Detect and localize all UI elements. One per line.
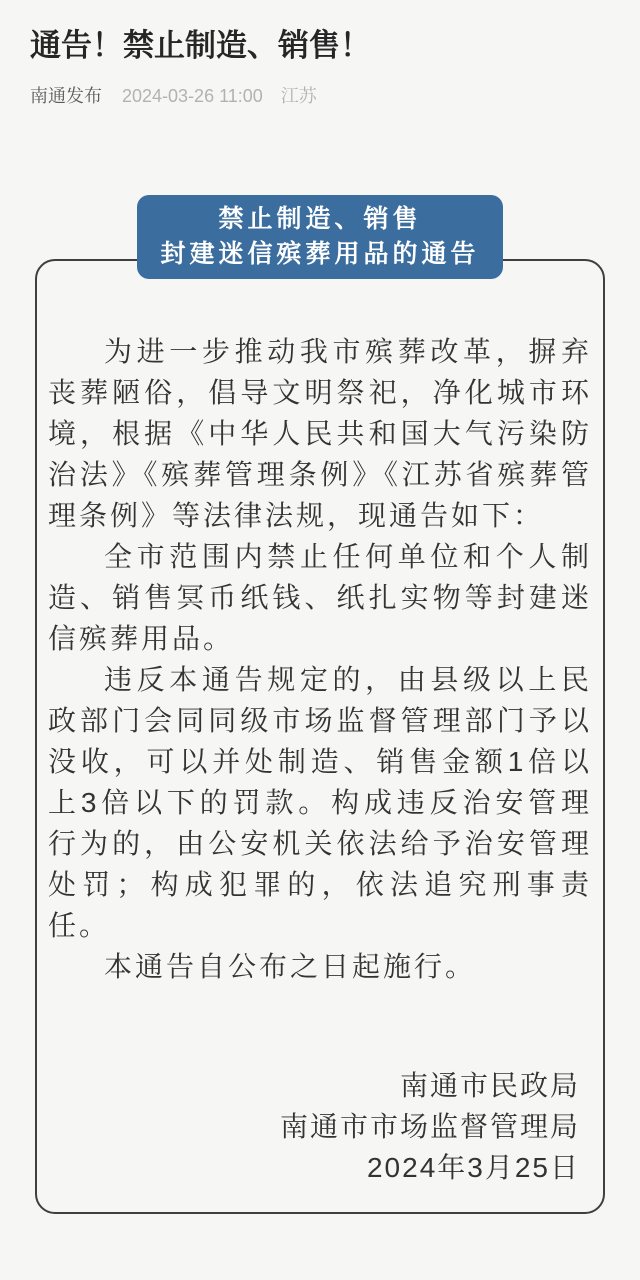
notice-title-banner xyxy=(137,195,503,279)
signature-block xyxy=(48,1065,592,1188)
notice-paragraph: 违反本通告规定的，由县级以上民政部门会同同级市场监督管理部门予以没收，可以并处制造、销售金额1倍以上3倍以下的罚款。构成违反治安管理行为的，由公安机关依法给予治安管理处罚；构成犯罪的，依法追究刑事责任。 xyxy=(48,664,592,941)
notice-body-box xyxy=(35,259,605,1214)
notice-paragraph: 本通告自公布之日起施行。 xyxy=(104,951,477,982)
byline xyxy=(30,84,610,109)
signature-issuer-1: 南通市民政局 xyxy=(399,1070,580,1101)
banner-line-1: 禁止制造、销售 xyxy=(218,205,422,233)
notice-paragraph: 全市范围内禁止任何单位和个人制造、销售冥币纸钱、纸扎实物等封建迷信殡葬用品。 xyxy=(48,541,592,654)
page-title: 通告！禁止制造、销售！ xyxy=(30,28,371,63)
publish-datetime: 2024-03-26 11:00 xyxy=(122,86,263,106)
source-account-link[interactable]: 南通发布 xyxy=(30,86,102,106)
notice-paragraph: 为进一步推动我市殡葬改革，摒弃丧葬陋俗，倡导文明祭祀，净化城市环境，根据《中华人民共和国大气污染防治法》《殡葬管理条例》《江苏省殡葬管理条例》等法律法规，现通告如下： xyxy=(48,336,592,531)
signature-issuer-2: 南通市市场监督管理局 xyxy=(279,1111,580,1142)
signature-date: 2024年3月25日 xyxy=(366,1152,580,1183)
banner-line-2: 封建迷信殡葬用品的通告 xyxy=(160,240,480,268)
publish-region: 江苏 xyxy=(280,86,317,106)
